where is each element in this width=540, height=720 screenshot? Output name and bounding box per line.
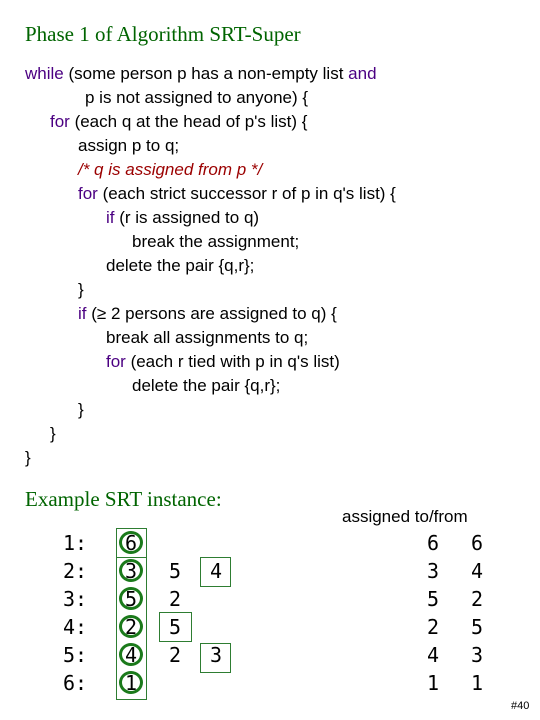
preference-value: 4 <box>124 643 138 667</box>
keyword: for <box>106 352 126 371</box>
code-text: (each strict successor r of p in q's list) { <box>97 184 396 203</box>
preference-value: 5 <box>124 587 138 611</box>
code-text: } <box>50 424 56 443</box>
code-line <box>25 110 396 134</box>
assigned-to-value: 4 <box>426 643 440 667</box>
preference-value: 1 <box>124 671 138 695</box>
keyword: for <box>78 184 98 203</box>
code-text: (some person p has a non-empty list <box>63 64 349 83</box>
code-line <box>25 350 396 374</box>
code-text: (r is assigned to q) <box>114 208 260 227</box>
row-label: 4: <box>63 615 88 639</box>
code-text: } <box>25 448 31 467</box>
assigned-to-value: 5 <box>426 587 440 611</box>
code-text: break the assignment; <box>132 232 300 251</box>
assigned-from-value: 6 <box>470 531 484 555</box>
assignment-heading: assigned to/from <box>342 507 468 526</box>
preference-value: 5 <box>168 559 182 583</box>
code-text: (≥ 2 persons are assigned to q) { <box>86 304 337 323</box>
row-label: 5: <box>63 643 88 667</box>
code-text: } <box>78 280 84 299</box>
code-line <box>25 398 396 422</box>
code-line <box>25 254 396 278</box>
preference-value: 6 <box>124 531 138 555</box>
row-label: 6: <box>63 671 88 695</box>
preference-value: 2 <box>124 615 138 639</box>
code-text: break all assignments to q; <box>106 328 309 347</box>
code-line <box>25 326 396 350</box>
code-text: delete the pair {q,r}; <box>106 256 255 275</box>
code-text: p is not assigned to anyone) { <box>85 88 309 107</box>
algorithm-pseudocode <box>25 62 396 470</box>
code-line <box>25 182 396 206</box>
code-text: assign p to q; <box>78 136 180 155</box>
code-line <box>25 206 396 230</box>
preference-value: 3 <box>124 559 138 583</box>
code-line <box>25 158 396 182</box>
assigned-from-value: 4 <box>470 559 484 583</box>
example-heading: Example SRT instance: <box>25 487 222 511</box>
code-text: } <box>78 400 84 419</box>
row-label: 2: <box>63 559 88 583</box>
row-label: 3: <box>63 587 88 611</box>
code-text: delete the pair {q,r}; <box>132 376 281 395</box>
page-number: #40 <box>511 700 530 712</box>
keyword: while <box>25 64 64 83</box>
code-text: (each r tied with p in q's list) <box>125 352 340 371</box>
assigned-to-value: 2 <box>426 615 440 639</box>
code-line <box>25 374 396 398</box>
code-comment: /* q is assigned from p */ <box>78 160 263 179</box>
code-line <box>25 134 396 158</box>
assigned-from-value: 3 <box>470 643 484 667</box>
keyword: for <box>50 112 70 131</box>
assigned-from-value: 1 <box>470 671 484 695</box>
code-line <box>25 86 396 110</box>
slide-title: Phase 1 of Algorithm SRT-Super <box>25 22 301 46</box>
code-text: (each q at the head of p's list) { <box>69 112 308 131</box>
code-line <box>25 446 396 470</box>
preference-value: 3 <box>209 643 223 667</box>
assigned-to-value: 1 <box>426 671 440 695</box>
keyword: and <box>348 64 377 83</box>
preference-value: 4 <box>209 559 223 583</box>
assigned-to-value: 6 <box>426 531 440 555</box>
assigned-from-value: 5 <box>470 615 484 639</box>
code-line <box>25 62 396 86</box>
keyword: if <box>106 208 115 227</box>
keyword: if <box>78 304 87 323</box>
code-line <box>25 230 396 254</box>
code-line <box>25 302 396 326</box>
assigned-from-value: 2 <box>470 587 484 611</box>
code-line <box>25 278 396 302</box>
assigned-to-value: 3 <box>426 559 440 583</box>
preference-value: 2 <box>168 643 182 667</box>
preference-value: 2 <box>168 587 182 611</box>
preference-value: 5 <box>168 615 182 639</box>
row-label: 1: <box>63 531 88 555</box>
code-line <box>25 422 396 446</box>
